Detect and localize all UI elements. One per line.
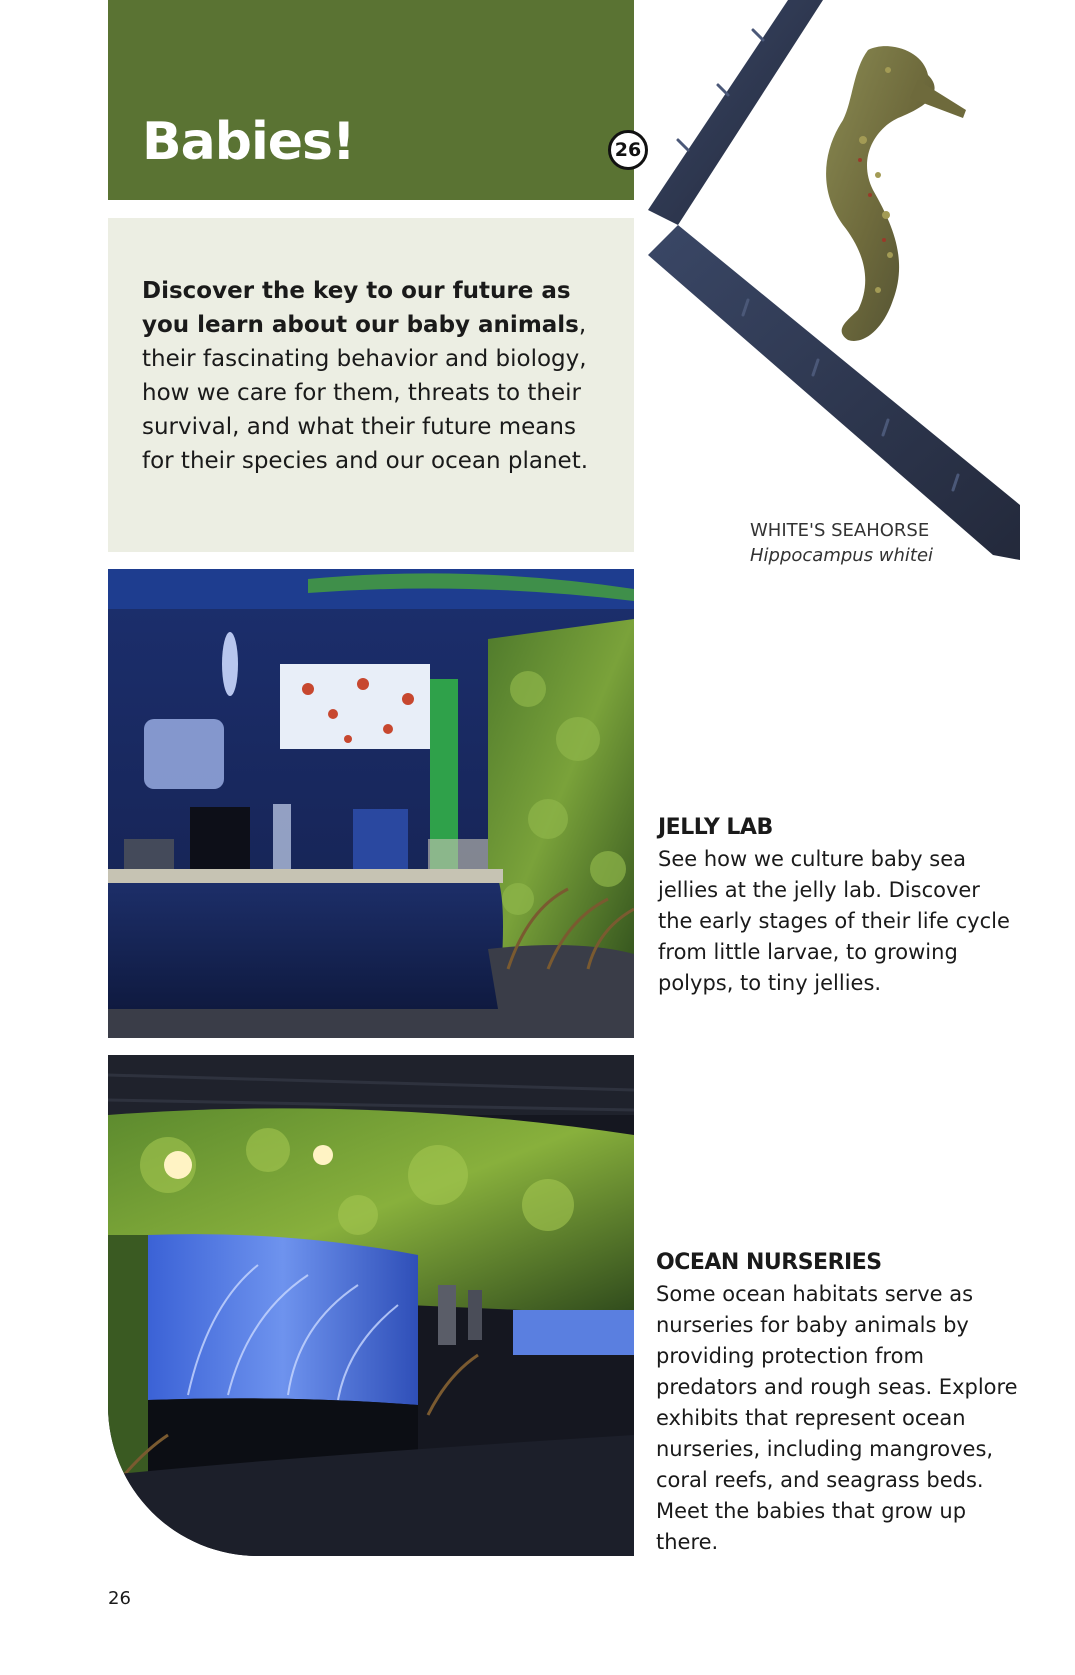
page-number: 26 <box>108 1588 131 1609</box>
intro-bold-text: Discover the key to our future as you learn about our baby animals <box>142 278 579 338</box>
ocean-nurseries-heading: OCEAN NURSERIES <box>656 1250 882 1275</box>
page-badge: 26 <box>608 130 648 170</box>
ocean-nurseries-photo <box>108 1055 634 1556</box>
jelly-lab-section <box>658 815 1018 999</box>
jelly-lab-heading: JELLY LAB <box>658 815 773 840</box>
intro-paragraph <box>142 274 612 478</box>
intro-rest-text: , their fascinating behavior and biology, how we care for them, threats to their survival, and what their future means for their species and our ocean planet. <box>142 312 589 474</box>
intro-box <box>108 218 634 552</box>
seahorse-illustration <box>648 0 1020 560</box>
caption-scientific-name: Hippocampus whitei <box>750 545 934 566</box>
page-title: Babies! <box>142 112 355 172</box>
jelly-lab-photo <box>108 569 634 1038</box>
header-banner <box>108 0 634 200</box>
jelly-lab-body: See how we culture baby sea jellies at the jelly lab. Discover the early stages of their life cycle from little larvae, to growing polyps, to tiny jellies. <box>658 847 1010 995</box>
ocean-nurseries-body: Some ocean habitats serve as nurseries for baby animals by providing protection from predators and rough seas. Explore exhibits that represent ocean nurseries, including mangroves, coral reefs, and seagrass beds. Meet the babies that grow up there. <box>656 1282 1018 1554</box>
caption-common-name: WHITE'S SEAHORSE <box>750 520 930 541</box>
seahorse-caption <box>750 518 933 568</box>
ocean-nurseries-section <box>656 1250 1026 1558</box>
